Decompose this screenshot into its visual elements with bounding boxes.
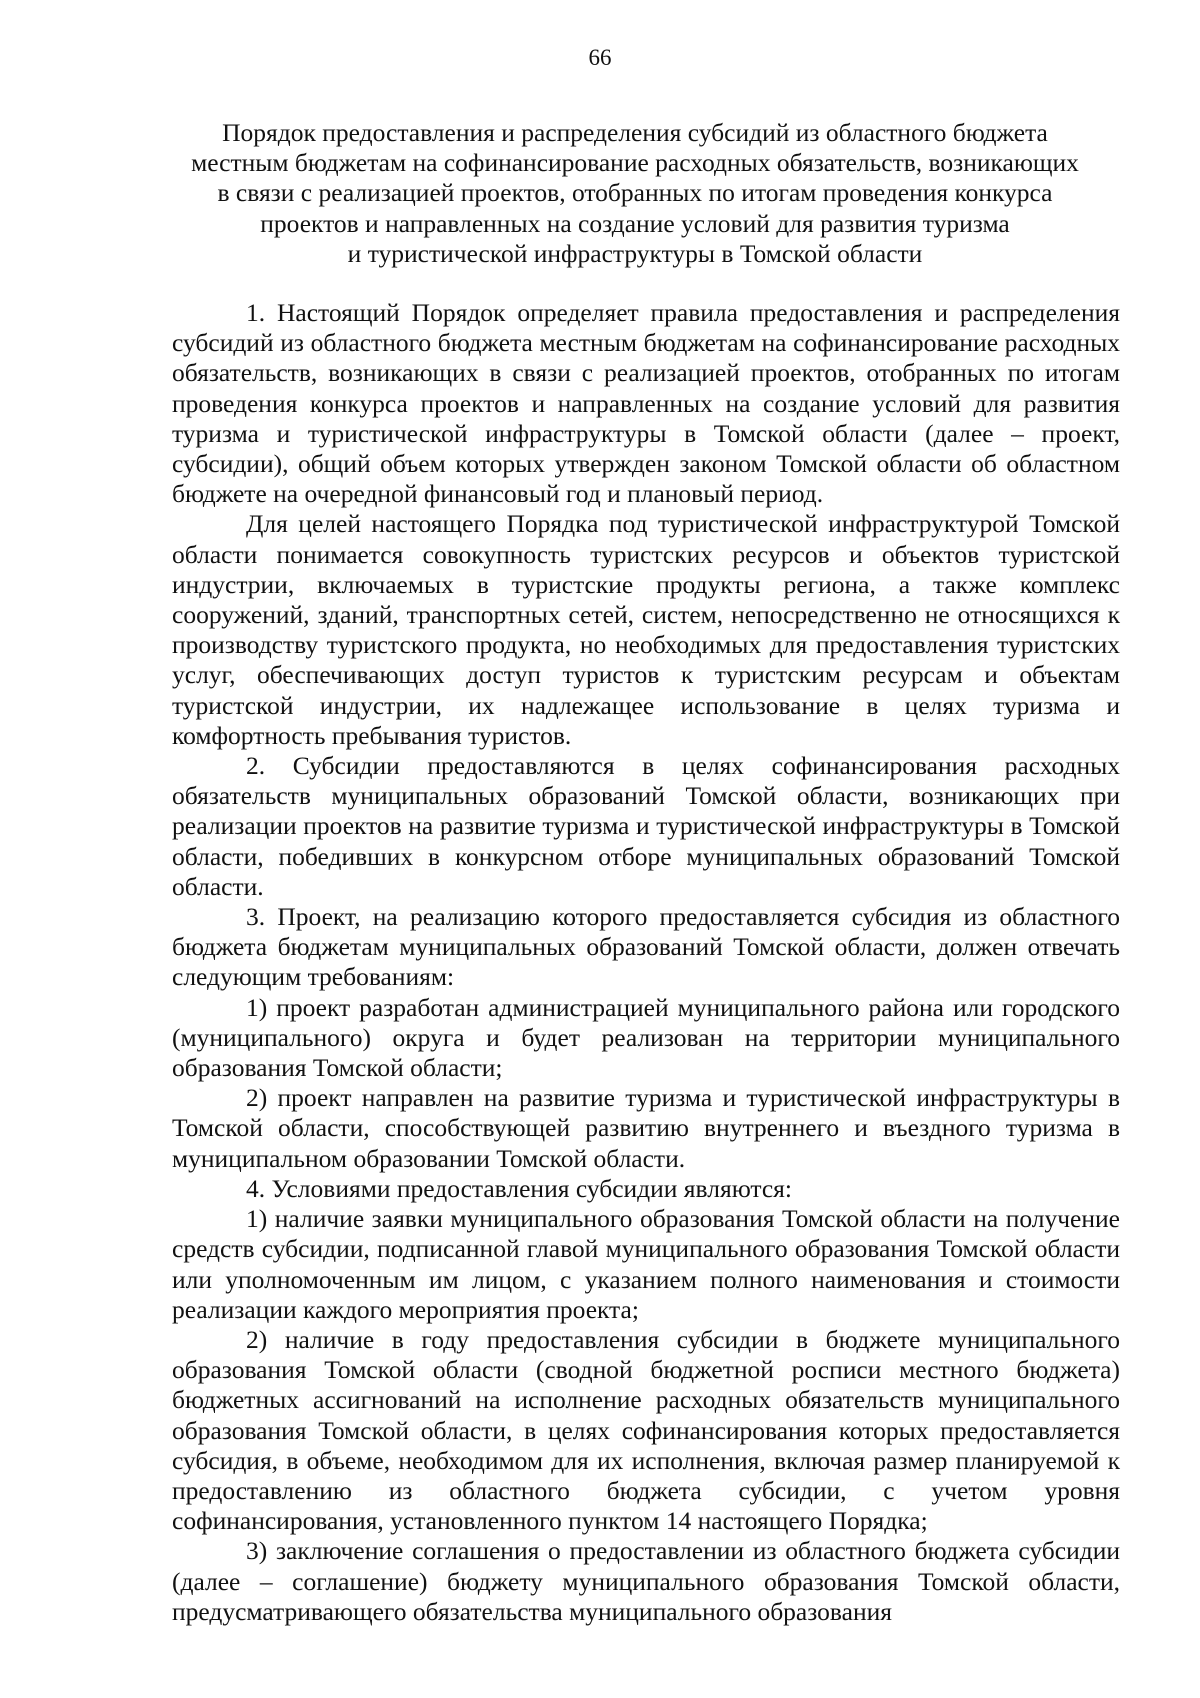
title-line: и туристической инфраструктуры в Томской области (347, 238, 923, 268)
title-line: местным бюджетам на софинансирование расходных обязательств, возникающих (191, 148, 1079, 178)
paragraph-tourism-infrastructure-definition: Для целей настоящего Порядка под туристической инфраструктурой Томской области понимается совокупность туристских ресурсов и объектов туристской индустрии, включаемых в туристские продукты региона, а также комплекс сооружений, зданий, транспортных сетей, систем, непосредственно не относящихся к производству туристского продукта, но необходимых для предоставления туристских услуг, обеспечивающих доступ туристов к туристским ресурсам и объектам туристской индустрии, их надлежащее использование в целях туризма и комфортность пребывания туристов. (172, 509, 1120, 750)
paragraph-3-item-1: 1) проект разработан администрацией муниципального района или городского (муниципального) округа и будет реализован на территории муниципального образования Томской области; (172, 992, 1120, 1083)
document-body (172, 298, 1120, 1627)
title-line: в связи с реализацией проектов, отобранных по итогам проведения конкурса (217, 178, 1053, 208)
paragraph-4-item-2: 2) наличие в году предоставления субсидии в бюджете муниципального образования Томской области (сводной бюджетной росписи местного бюджета) бюджетных ассигнований на исполнение расходных обязательств муниципального образования Томской области, в целях софинансирования которых предоставляется субсидия, в объеме, необходимом для их исполнения, включая размер планируемой к предоставлению из областного бюджета субсидии, с учетом уровня софинансирования, установленного пунктом 14 настоящего Порядка; (172, 1324, 1120, 1536)
title-line: проектов и направленных на создание условий для развития туризма (260, 208, 1010, 238)
page-number: 66 (588, 45, 612, 70)
paragraph-4-item-1: 1) наличие заявки муниципального образования Томской области на получение средств субсидии, подписанной главой муниципального образования Томской области или уполномоченным им лицом, с указанием полного наименования и стоимости реализации каждого мероприятия проекта; (172, 1204, 1120, 1324)
paragraph-1: 1. Настоящий Порядок определяет правила предоставления и распределения субсидий из областного бюджета местным бюджетам на софинансирование расходных обязательств, возникающих в связи с реализацией проектов, отобранных по итогам проведения конкурса проектов и направленных на создание условий для развития туризма и туристической инфраструктуры в Томской области (далее – проект, субсидии), общий объем которых утвержден законом Томской области об областном бюджете на очередной финансовый год и плановый период. (172, 298, 1120, 509)
paragraph-4-item-3: 3) заключение соглашения о предоставлении из областного бюджета субсидии (далее – соглашение) бюджету муниципального образования Томской области, предусматривающего обязательства муниципального образования (172, 1536, 1120, 1626)
paragraph-4: 4. Условиями предоставления субсидии являются: (246, 1173, 792, 1203)
document-title (160, 118, 1110, 269)
paragraph-3-item-2: 2) проект направлен на развитие туризма и туристической инфраструктуры в Томской области, способствующей развитию внутреннего и въездного туризма в муниципальном образовании Томской области. (172, 1083, 1120, 1173)
paragraph-2: 2. Субсидии предоставляются в целях софинансирования расходных обязательств муниципальных образований Томской области, возникающих при реализации проектов на развитие туризма и туристической инфраструктуры в Томской области, победивших в конкурсном отборе муниципальных образований Томской области. (172, 751, 1120, 901)
title-line: Порядок предоставления и распределения субсидий из областного бюджета (222, 118, 1048, 147)
paragraph-3: 3. Проект, на реализацию которого предоставляется субсидия из областного бюджета бюджетам муниципальных образований Томской области, должен отвечать следующим требованиям: (172, 902, 1120, 992)
